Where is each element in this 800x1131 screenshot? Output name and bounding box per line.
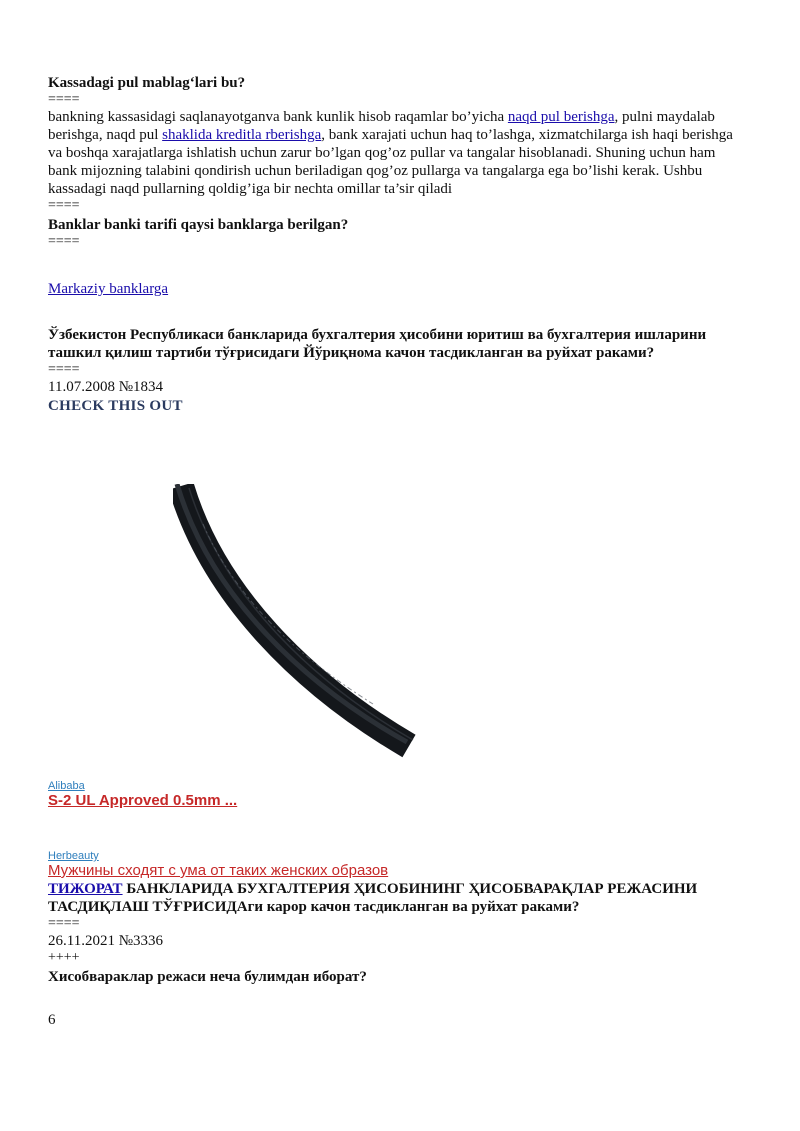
question-banks-bank: Banklar banki tarifi qaysi banklarga berilgan?: [48, 217, 349, 233]
check-this-out-link[interactable]: CHECK THIS OUT: [48, 398, 183, 414]
ad-source-alibaba[interactable]: Alibaba: [48, 780, 85, 792]
separator: ====: [48, 92, 80, 107]
answer-instruction-date: 11.07.2008 №1834: [48, 379, 164, 395]
question-chart-sections: Хисобвараклар режаси неча булимдан иборат?: [48, 969, 367, 985]
answer-text-part: bankning kassasidagi saqlanayotganva bank kunlik hisob raqamlar bo’yicha: [48, 109, 508, 125]
separator: ====: [48, 362, 80, 377]
document-body: [48, 74, 738, 415]
separator: ====: [48, 234, 80, 249]
answer-text-part: , bank xarajati uchun haq to’lashga, xizmatchilarga ish haqi berishga va boshqa xarajatlarga ishlatish uchun zarur bo’lgan qog’oz pullar va tangalar hisoblanadi. Shuning uchun ham bank mijozning talabini qondirish uchun beriladigan qog’oz pullarga va tangalarga ega bo’lishi kerak. Ushbu kassadagi naqd pullarning qoldig’iga bir nechta omillar ta’sir qiladi: [48, 127, 733, 197]
page-number: 6: [48, 1012, 56, 1028]
question-cash-funds: Kassadagi pul mablag‘lari bu?: [48, 75, 246, 91]
link-central-banks[interactable]: Markaziy banklarga: [48, 281, 169, 297]
ad-title-cable[interactable]: S-2 UL Approved 0.5mm ...: [48, 792, 238, 809]
question-instruction-date: Ўзбекистон Республикаси банкларида бухгалтерия ҳисобини юритиш ва бухгалтерия ишларини ташкил қилиш тартиби тўғрисидаги Йўриқнома качон тасдикланган ва руйхат раками?: [48, 327, 707, 361]
question-block-chart-of-accounts: [48, 880, 748, 986]
ad-title-women[interactable]: Мужчины сходят с ума от таких женских образов: [48, 862, 389, 879]
link-credit-form[interactable]: shaklida kreditla rberishga: [162, 127, 322, 143]
black-cable-image: [173, 484, 421, 762]
link-cash-issue[interactable]: naqd pul berishga: [507, 109, 615, 125]
answer-cash-funds: [48, 108, 738, 198]
ad-block-herbeauty[interactable]: [48, 850, 738, 879]
link-commercial[interactable]: ТИЖОРАТ: [48, 881, 123, 897]
answer-text-part: , pulni maydalab berishga, naqd pul: [48, 109, 715, 143]
question-chart-accounts: [48, 880, 748, 916]
separator: ++++: [48, 950, 80, 965]
ad-source-herbeauty[interactable]: Herbeauty: [48, 850, 99, 862]
separator: ====: [48, 198, 80, 213]
answer-central-banks: [48, 280, 738, 298]
separator: ====: [48, 916, 80, 931]
answer-chart-accounts: 26.11.2021 №3336: [48, 933, 164, 949]
ad-block-alibaba[interactable]: [48, 780, 738, 809]
question-title-rest: БАНКЛАРИДА БУХГАЛТЕРИЯ ҲИСОБИНИНГ ҲИСОБВАРАҚЛАР РЕЖАСИНИ ТАСДИҚЛАШ ТЎҒРИСИДАги карор качон тасдикланган ва руйхат раками?: [48, 881, 698, 915]
cable-ad-image[interactable]: [173, 484, 421, 762]
